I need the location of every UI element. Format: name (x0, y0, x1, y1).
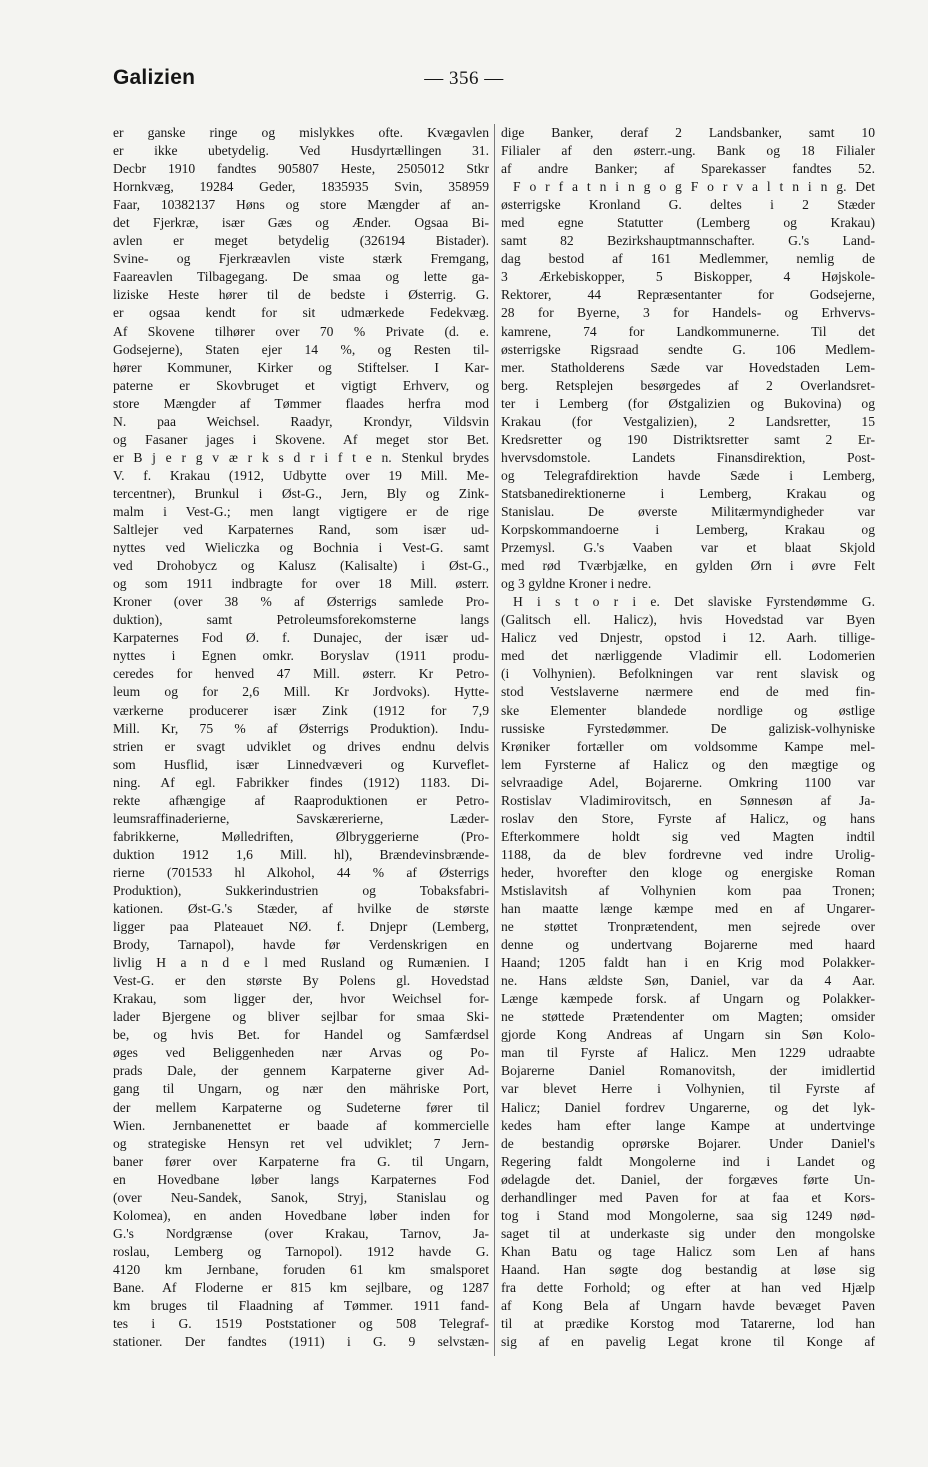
text-line: Mill. Kr, 75 % af Østerrigs Produktion). Indu- (113, 720, 489, 736)
text-line: kationen. Øst-G.'s Stæder, af hvilke de største (113, 901, 489, 917)
text-line: til at prædike Korstog mod Tatarerne, lod han (501, 1316, 875, 1332)
text-line: 1188, da de blev fordrevne ved indre Urolig- (501, 846, 875, 862)
text-line: østerrigske Rigsraad sendte G. 106 Medlem- (501, 341, 875, 357)
text-line: dige Banker, deraf 2 Landsbanker, samt 10 (501, 125, 875, 140)
text-line: malm i Vest-G.; men langt vigtigere er de rige (113, 503, 489, 519)
text-line: og Telegrafdirektion havde Sæde i Lemberg, (501, 467, 875, 483)
column-divider (494, 124, 495, 1356)
text-line: paterne er Skovbruget et vigtigt Erhverv, og (113, 377, 489, 393)
text-line: fabrikkerne, Mølledriften, Ølbryggerierne (Pro- (113, 828, 489, 844)
text-line: nyttes ved Wieliczka og Bochnia i Vest-G. samt (113, 540, 489, 556)
text-line: af Kong Bela af Ungarn havde bevæget Paven (501, 1298, 875, 1314)
text-line: Korpskommandoerne i Lemberg, Krakau og (501, 522, 875, 538)
text-line: ning. Af egl. Fabrikker findes (1912) 1183. Di- (113, 774, 489, 790)
text-line: stod Vestslaverne nærmere end de med fin- (501, 684, 875, 700)
text-line: Kolomea), en anden Hovedbane løber inden for (113, 1207, 489, 1223)
text-line: fra dette Forhold; og efter at han ved Hjælp (501, 1280, 875, 1295)
text-line: 28 for Byerne, 3 for Handels- og Erhvervs- (501, 305, 875, 321)
text-line: ceredes for henved 47 Mill. østerr. Kr Petro- (113, 666, 489, 682)
text-line: Rektorer, 44 Repræsentanter for Godsejerne, (501, 287, 875, 303)
text-line: F o r f a t n i n g o g F o r v a l t n i n g. Det (513, 179, 875, 195)
text-line: øges ved Beliggenheden nær Arvas og Po- (113, 1045, 489, 1061)
text-line: ne støttet Tronprætendent, men sejrede over (501, 919, 875, 935)
text-line: livlig H a n d e l med Rusland og Rumænien. I (113, 955, 489, 971)
text-line: ved Drohobycz og Kalusz (Kalisalte) i Øst-G., (113, 558, 489, 574)
text-line: er ganske ringe og mislykkes ofte. Kvægavlen (113, 125, 489, 140)
text-line: ne støttede Prætendenter om Magten; omsider (501, 1009, 875, 1025)
text-line: kamrene, 74 for Landkommunerne. Til det (501, 323, 875, 339)
text-line: Haand; 1205 faldt han i en Krig mod Polakker- (501, 955, 875, 971)
text-line: Kroner (over 38 % af Østerrigs samlede Pro- (113, 594, 489, 610)
text-line: Kredsretter og 190 Distriktsretter samt 2 Er- (501, 431, 875, 447)
text-line: Mstislavitsh af Volhynien kom paa Tronen; (501, 882, 875, 898)
text-line: og 3 gyldne Kroner i nedre. (501, 576, 652, 592)
text-line: man til Fyrste af Halicz. Men 1229 udraabte (501, 1045, 875, 1061)
text-line: roslau, Lemberg og Tarnopol). 1912 havde G. (113, 1243, 489, 1259)
text-line: saget til at underkaste sig under den mongolske (501, 1225, 875, 1241)
text-line: mer. Statholderens Sæde var Hovedstaden Lem- (501, 359, 875, 375)
text-line: strien er svagt udviklet og drives endnu delvis (113, 738, 489, 754)
text-line: Bane. Af Floderne er 815 km sejlbare, og 1287 (113, 1280, 489, 1295)
text-line: Decbr 1910 fandtes 905807 Heste, 2505012 Stkr (113, 161, 489, 177)
text-line: Halicz; Daniel fordrev Ungarerne, og det lyk- (501, 1099, 875, 1115)
text-line: ske Elementer blandede nordlige og østlige (501, 702, 875, 718)
text-line: 4120 km Jernbane, foruden 61 km smalsporet (113, 1261, 489, 1277)
text-line: og Fasaner jages i Skovene. Af meget stor Bet. (113, 431, 489, 447)
text-line: en Hovedbane løber langs Karpaternes Fod (113, 1171, 489, 1187)
text-line: N. paa Weichsel. Raadyr, Krondyr, Vildsvin (113, 413, 489, 429)
text-line: der mellem Karpaterne og Sudeterne fører til (113, 1099, 489, 1115)
text-line: med egne Statutter (Lemberg og Krakau) (501, 215, 875, 231)
text-line: gang til Ungarn, og nær den mähriske Port, (113, 1081, 489, 1097)
text-line: Godsejerne), Staten ejer 14 %, og Resten til- (113, 341, 489, 357)
text-line: Faar, 10382137 Høns og store Mængder af an- (113, 197, 489, 213)
text-line: roslav den Store, Fyrste af Halicz, og hans (501, 810, 875, 826)
text-line: selvraadige Adel, Bojarerne. Omkring 1100 var (501, 774, 875, 790)
text-line: samt 82 Bezirkshauptmannschafter. G.'s Land- (501, 233, 875, 249)
text-line: Karpaternes Fod Ø. f. Dunajec, der især ud- (113, 630, 489, 646)
text-line: som Husflid, især Linnedvæveri og Kurveflet- (113, 756, 489, 772)
text-line: sig af en pavelig Legat krone til Konge af (501, 1334, 875, 1350)
text-line: med rød Tværbjælke, en gylden Ørn i øvre Felt (501, 558, 875, 574)
text-line: km bruges til Flaadning af Tømmer. 1911 fand- (113, 1298, 489, 1314)
text-line: tes i G. 1519 Poststationer og 508 Telegraf- (113, 1316, 489, 1332)
text-line: værkerne producerer især Zink (1912 for 7,9 (113, 702, 489, 718)
text-line: prads Dale, der gennem Karpaterne giver Ad- (113, 1063, 489, 1079)
text-line: er ogsaa kendt for sit udmærkede Fedekvæg. (113, 305, 489, 321)
right-text-column (501, 124, 875, 1351)
text-line: leum og for 2,6 Mill. Kr Jordvoks). Hytte- (113, 684, 489, 700)
text-line: nyttes i Egnen omkr. Boryslav (1911 produ- (113, 648, 489, 664)
text-line: med det nærliggende Vladimir ell. Lodomerien (501, 648, 875, 664)
text-line: liziske Heste hører til de bedste i Østerrig. G. (113, 287, 489, 303)
text-line: Krøniker fortæller om voldsomme Kampe mel- (501, 738, 875, 754)
text-line: de bestandig oprørske Bojarer. Under Daniel's (501, 1135, 875, 1151)
text-line: Regering faldt Mongolerne ind i Landet og (501, 1153, 875, 1169)
text-line: tercentner), Brunkul i Øst-G., Jern, Bly og Zink- (113, 485, 489, 501)
text-line: baner fører over Karpaterne fra G. til Ungarn, (113, 1153, 489, 1169)
text-line: Faareavlen Tilbagegang. De smaa og lette ga- (113, 269, 489, 285)
text-line: derhandlinger med Paven for at faa et Kors- (501, 1189, 875, 1205)
text-line: rekte afhængige af Raaproduktionen er Petro- (113, 792, 489, 808)
text-line: stationer. Der fandtes (1911) i G. 9 selvstæn- (113, 1334, 489, 1350)
text-line: (Galitsch ell. Halicz), hvis Hovedstad var Byen (501, 612, 875, 628)
text-line: dag bestod af 161 Medlemmer, nemlig de (501, 251, 875, 267)
text-line: det Fjerkræ, især Gæs og Ænder. Ogsaa Bi- (113, 215, 489, 231)
text-line: Stanislau. De øverste Militærmyndigheder var (501, 503, 875, 519)
text-line: Wien. Jernbanenettet er baade af kommercielle (113, 1117, 489, 1133)
text-line: tog i Stand mod Mongolerne, saa sig 1249 nød- (501, 1207, 875, 1223)
text-line: Efterkommere holdt sig ved Magten indtil (501, 828, 875, 844)
text-line: Halicz ved Dnjestr, opstod i 12. Aarh. tillige- (501, 630, 875, 646)
text-line: lem Fyrsterne af Halicz og den mægtige og (501, 756, 875, 772)
running-head-title: Galizien (113, 66, 196, 89)
text-line: V. f. Krakau (1912, Udbytte over 19 Mill. Me- (113, 467, 489, 483)
text-line: Saltlejer ved Karpaternes Rand, som især ud- (113, 522, 489, 538)
text-line: Khan Batu og tage Halicz som Len af hans (501, 1243, 875, 1259)
text-line: leumsraffinaderierne, Savskærerierne, Læder- (113, 810, 489, 826)
text-line: (over Neu-Sandek, Sanok, Stryj, Stanislau og (113, 1189, 489, 1205)
text-line: 3 Ærkebiskopper, 5 Biskopper, 4 Højskole- (501, 269, 875, 285)
page-number: — 356 — (424, 68, 504, 89)
text-line: store Mængder af Tømmer flaades herfra mod (113, 395, 489, 411)
text-line: be, og hvis Bet. for Handel og Samfærdsel (113, 1027, 489, 1043)
text-line: Produktion), Sukkerindustrien og Tobaksfabri- (113, 882, 489, 898)
text-line: avlen er meget betydelig (326194 Bistader). (113, 233, 489, 249)
text-line: han maatte længe kæmpe med en af Ungarer- (501, 901, 875, 917)
text-line: G.'s Nordgrænse (over Krakau, Tarnov, Ja- (113, 1225, 489, 1241)
text-line: Svine- og Fjerkræavlen viste stærk Fremgang, (113, 251, 489, 267)
text-line: var blevet Herre i Volhynien, til Fyrste af (501, 1081, 875, 1097)
text-line: Statsbanedirektionerne i Lemberg, Krakau og (501, 485, 875, 501)
text-line: Haand. Han søgte dog bestandig at løse sig (501, 1261, 875, 1277)
text-line: er B j e r g v æ r k s d r i f t e n. Stenkul brydes (113, 449, 489, 465)
text-line: Krakau, som ligger der, hvor Weichsel for- (113, 991, 489, 1007)
text-line: berg. Retsplejen besørgedes af 2 Overlandsret- (501, 377, 875, 393)
text-line: Krakau (for Vestgalizien), 2 Landsretter, 15 (501, 413, 875, 429)
text-line: gjorde Kong Andreas af Ungarn sin Søn Kolo- (501, 1027, 875, 1043)
text-line: (i Volhynien). Befolkningen var rent slavisk og (501, 666, 875, 682)
text-line: rierne (701533 hl Alkohol, 44 % af Østerrigs (113, 864, 489, 880)
text-line: er ikke ubetydelig. Ved Husdyrtællingen 31. (113, 143, 489, 159)
text-line: ne. Hans ældste Søn, Daniel, var da 4 Aar. (501, 973, 875, 989)
text-line: Filialer af den østerr.-ung. Bank og 18 Filialer (501, 143, 875, 159)
text-line: af andre Banker; af Sparekasser fandtes 52. (501, 161, 875, 177)
text-line: østerrigske Kronland G. deltes i 2 Stæder (501, 197, 875, 213)
text-line: Brody, Tarnapol), havde før Verdenskrigen en (113, 937, 489, 953)
text-line: hører Kommuner, Kirker og Stiftelser. I Kar- (113, 359, 489, 375)
text-line: heder, hvorefter den kloge og energiske Roman (501, 864, 875, 880)
text-line: hvervsdomstole. Landets Finansdirektion, Post- (501, 449, 875, 465)
text-line: ligger paa Plateauet NØ. f. Dnjepr (Lemberg, (113, 919, 489, 935)
text-line: H i s t o r i e. Det slaviske Fyrstendømme G. (513, 594, 875, 610)
text-line: og som 1911 indbragte for over 18 Mill. østerr. (113, 576, 489, 592)
text-line: russiske Fyrstedømmer. De galizisk-volhyniske (501, 720, 875, 736)
text-line: og strategiske Hensyn ret vel udviklet; 7 Jern- (113, 1135, 489, 1151)
text-line: Af Skovene tilhører over 70 % Private (d. e. (113, 323, 489, 339)
text-line: Vest-G. er den største By Polens gl. Hovedstad (113, 973, 489, 989)
text-line: Przemysl. G.'s Vaaben var et blaat Skjold (501, 540, 875, 556)
text-line: denne og undertvang Bojarerne med haard (501, 937, 875, 953)
text-line: duktion 1912 1,6 Mill. hl), Brændevinsbrænde- (113, 846, 489, 862)
text-line: Hornkvæg, 19284 Geder, 1835935 Svin, 358959 (113, 179, 489, 195)
text-line: Bojarerne Daniel Romanovitsh, der imidlertid (501, 1063, 875, 1079)
text-line: Rostislav Vladimirovitsch, en Sønnesøn af Ja- (501, 792, 875, 808)
text-line: ter i Lemberg (for Østgalizien og Bukovina) og (501, 395, 875, 411)
text-line: Længe kæmpede forsk. af Ungarn og Polakker- (501, 991, 875, 1007)
text-line: kedes ham efter lange Kampe at undertvinge (501, 1117, 875, 1133)
text-line: duktion), samt Petroleumsforekomsterne langs (113, 612, 489, 628)
text-line: ødelagde det. Daniel, der forgæves førte Un- (501, 1171, 875, 1187)
left-text-column (113, 124, 489, 1351)
text-line: lader Bjergene og bliver sejlbar for smaa Ski- (113, 1009, 489, 1025)
